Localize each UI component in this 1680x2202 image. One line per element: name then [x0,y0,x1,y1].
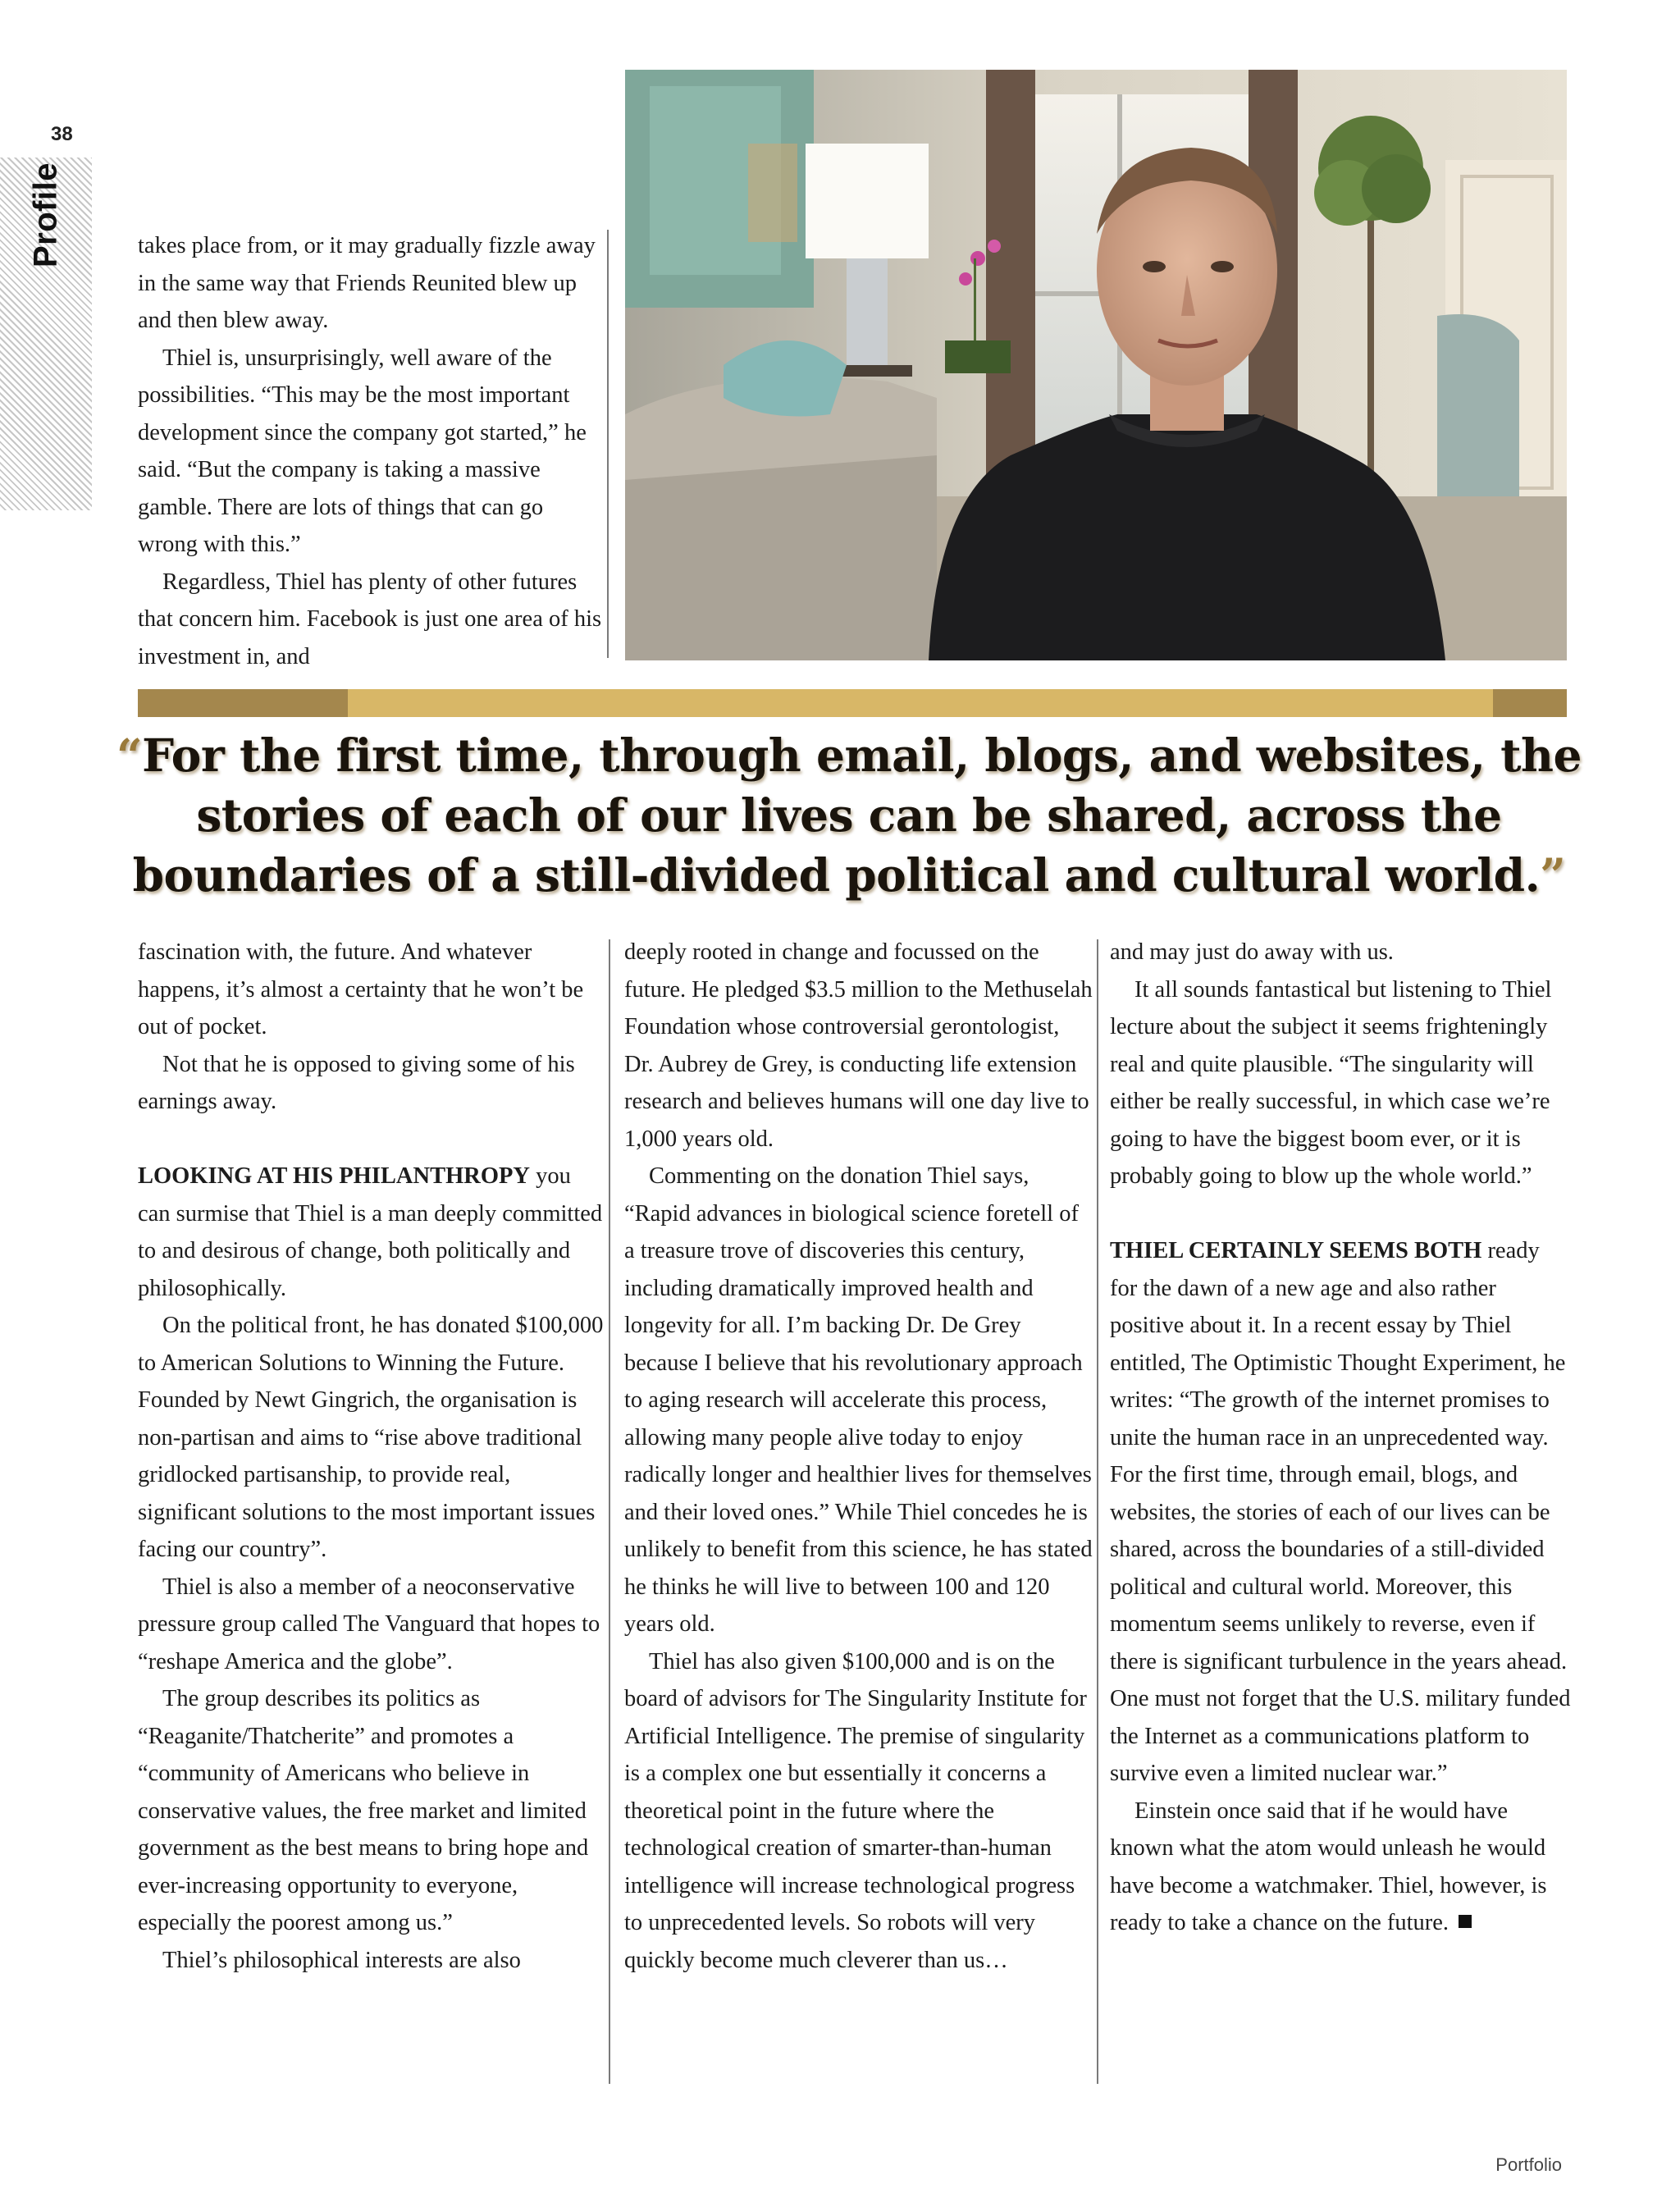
closing-text: Einstein once said that if he would have known what the atom would unleash he would have become a watchmaker. Thiel, however, is ready to take a chance on the future. [1110,1798,1547,1935]
paragraph: Thiel is also a member of a neoconservative pressure group called The Vanguard that hopes to “reshape America and the globe”. [138,1574,600,1674]
paragraph: Commenting on the donation Thiel says, “Rapid advances in biological science foretell of a treasure trove of discoveries this century, including dramatically improved health and longevity for all. I’m backing Dr. De Grey because I believe that his revolutionary approach to aging research will accelerate this process, allowing many people alive today to enjoy radically longer and healthier lives for themselves and their loved ones.” While Thiel concedes he is unlikely to benefit from this science, he has stated he thinks he will live to between 100 and 120 years old. [624,1163,1093,1637]
column-divider [609,939,610,2084]
intro-column [138,227,605,675]
paragraph: takes place from, or it may gradually fizzle away in the same way that Friends Reunited blew up and then blew away. [138,233,596,333]
paragraph: deeply rooted in change and focussed on the future. He pledged $3.5 million to the Methuselah Foundation whose controversial gerontologist, Dr. Aubrey de Grey, is conducting life extension research and believes humans will one day live to 1,000 years old. [624,939,1093,1152]
pull-quote-text: For the first time, through email, blogs, and websites, the stories of each of our lives can be shared, across the boundaries of a still-divided political and cultural world. [132,729,1582,902]
subhead-text: ready for the dawn of a new age and also rather positive about it. In a recent essay by Thiel entitled, The Optimistic Thought Experiment, he writes: “The growth of the internet promises to unite the human race in an unprecedented way. For the first time, through email, blogs, and websites, the stories of each of our lives can be shared, across the boundaries of a still-divided political and cultural world. Moreover, this momentum seems unlikely to reverse, even if there is significant turbulence in the years ahead. One must not forget that the U.S. military funded the Internet as a communications platform to survive even a limited nuclear war.” [1110,1238,1571,1786]
open-quote-mark: “ [116,729,143,782]
paragraph: fascination with, the future. And whatever happens, it’s almost a certainty that he won’t be out of pocket. [138,939,584,1039]
pull-quote-rule [138,689,1567,717]
article-column-2 [624,934,1093,1979]
paragraph: On the political front, he has donated $100,000 to American Solutions to Winning the Future. Founded by Newt Gingrich, the organisation is non-partisan and aims to “rise above traditional gridlocked partisanship, to provide real, significant solutions to the most important issues facing our country”. [138,1313,604,1562]
rule-segment [138,689,348,717]
subhead-lead: THIEL CERTAINLY SEEMS BOTH [1110,1238,1482,1263]
paragraph: Thiel’s philosophical interests are also [162,1947,521,1973]
close-quote-mark: ” [1540,848,1566,902]
paragraph-gap [138,1121,605,1158]
paragraph: Not that he is opposed to giving some of his earnings away. [138,1051,575,1114]
section-label: Profile [27,162,64,267]
subhead-text: you can surmise that Thiel is a man deeply committed to and desirous of change, both politically and philosophically. [138,1163,603,1301]
portrait-photo-icon [625,70,1567,660]
rule-segment [348,689,1493,717]
article-column-3 [1110,934,1571,1942]
subhead-paragraph [138,1158,605,1307]
paragraph: It all sounds fantastical but listening to Thiel lecture about the subject it seems frighteningly real and quite plausible. “The singularity will either be really successful, in which case we’re going to have the biggest boom ever, or it is probably going to blow up the whole world.” [1110,976,1552,1189]
paragraph: The group describes its politics as “Reaganite/Thatcherite” and promotes a “community of Americans who believe in conservative values, the free market and limited government as the best means to bring hope and ever-increasing opportunity to everyone, especially the poorest among us.” [138,1686,589,1935]
subhead-lead: LOOKING AT HIS PHILANTHROPY [138,1163,530,1189]
article-column-1 [138,934,605,1979]
paragraph-gap [1110,1195,1571,1233]
column-divider [1097,939,1098,2084]
page-number: 38 [51,123,73,145]
paragraph: Thiel has also given $100,000 and is on the board of advisors for The Singularity Institute for Artificial Intelligence. The premise of singularity is a complex one but essentially it concerns a theoretical point in the future where the technological creation of smarter-than-human intelligence will increase technological progress to unprecedented levels. So robots will very quickly become much cleverer than us… [624,1648,1087,1973]
column-divider [607,230,609,658]
publication-footer: Portfolio [1495,2154,1562,2175]
paragraph: Regardless, Thiel has plenty of other futures that concern him. Facebook is just one area of his investment in, and [138,569,602,669]
paragraph: Thiel is, unsurprisingly, well aware of the possibilities. “This may be the most important development since the company got started,” he said. “But the company is taking a massive gamble. There are lots of things that can go wrong with this.” [138,345,587,557]
pull-quote [115,725,1583,905]
subhead-paragraph [1110,1232,1571,1793]
rule-segment [1493,689,1567,717]
paragraph [1110,1793,1571,1942]
paragraph: and may just do away with us. [1110,939,1394,965]
end-of-article-icon [1459,1915,1472,1928]
